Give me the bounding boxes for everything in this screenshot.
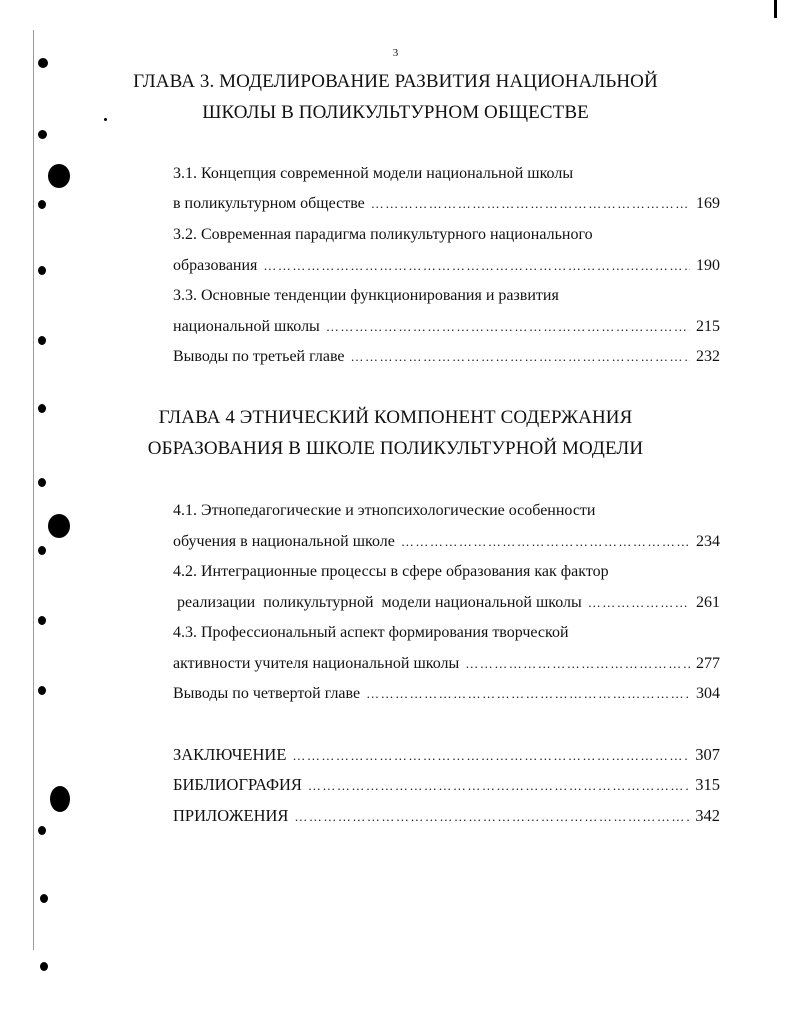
leader-dots (263, 256, 690, 276)
toc-bibliography-label: БИБЛИОГРАФИЯ (173, 775, 302, 794)
toc-4-2-page: 261 (696, 594, 720, 611)
toc-3-2-page: 190 (696, 257, 720, 274)
toc-entry-3-2[interactable] (173, 256, 720, 276)
chapter-4-title-line-1: ГЛАВА 4 ЭТНИЧЕСКИЙ КОМПОНЕНТ СОДЕРЖАНИЯ (158, 407, 633, 428)
leader-dots (294, 807, 689, 827)
leader-dots (292, 746, 689, 766)
leader-dots (326, 317, 690, 337)
toc-3-3-label: национальной школы (173, 318, 320, 335)
punch-hole (40, 894, 48, 903)
toc-4-2-line-1: 4.2. Интеграционные процессы в сфере образования как фактор (173, 563, 609, 580)
punch-hole (40, 962, 48, 971)
toc-3-1-page: 169 (696, 195, 720, 212)
toc-conclusion-page: 307 (695, 745, 720, 764)
toc-bibliography-page: 315 (695, 775, 720, 794)
punch-hole (38, 200, 46, 209)
punch-hole (48, 514, 70, 538)
punch-hole (38, 616, 46, 625)
toc-3-1-label: в поликультурном обществе (173, 195, 365, 212)
scan-corner-mark (774, 0, 777, 18)
toc-entry-4-2[interactable] (173, 593, 720, 613)
toc-entry-4-3[interactable] (173, 654, 720, 674)
punch-hole (38, 266, 46, 275)
toc-4-1-page: 234 (696, 533, 720, 550)
toc-entry-3-1[interactable] (173, 194, 720, 214)
leader-dots (465, 654, 690, 674)
toc-4-1-line-1: 4.1. Этнопедагогические и этнопсихологические особенности (173, 502, 596, 519)
toc-appendices-label: ПРИЛОЖЕНИЯ (173, 806, 289, 825)
toc-3-2-line-1: 3.2. Современная парадигма поликультурного национального (173, 226, 593, 243)
toc-entry-conclusions-4[interactable] (173, 684, 720, 704)
toc-3-3-page: 215 (696, 318, 720, 335)
toc-3-2-label: образования (173, 257, 258, 274)
punch-hole (38, 130, 47, 139)
punch-hole (50, 786, 70, 812)
toc-4-3-page: 277 (696, 655, 720, 672)
punch-hole (48, 164, 70, 188)
punch-hole (38, 546, 46, 555)
toc-4-3-label: активности учителя национальной школы (173, 655, 460, 672)
leader-dots (371, 194, 690, 214)
punch-hole (38, 478, 46, 487)
leader-dots (351, 347, 691, 367)
toc-conclusions-4-label: Выводы по четвертой главе (173, 685, 361, 702)
toc-conclusion-label: ЗАКЛЮЧЕНИЕ (173, 745, 287, 764)
scan-margin-line (33, 30, 34, 950)
toc-entry-4-1[interactable] (173, 532, 720, 552)
toc-appendices-page: 342 (695, 806, 720, 825)
toc-3-3-line-1: 3.3. Основные тенденции функционирования и развития (173, 287, 559, 304)
toc-conclusions-3-label: Выводы по третьей главе (173, 348, 345, 365)
toc-entry-appendices[interactable] (173, 806, 720, 827)
toc-4-2-label: реализации поликультурной модели национальной школы (173, 594, 582, 611)
chapter-3-title-line-2: ШКОЛЫ В ПОЛИКУЛЬТУРНОМ ОБЩЕСТВЕ (202, 102, 589, 123)
punch-hole (38, 336, 46, 345)
toc-conclusions-4-page: 304 (696, 685, 720, 702)
toc-entry-bibliography[interactable] (173, 775, 720, 796)
leader-dots (588, 593, 690, 613)
toc-entry-conclusions-3[interactable] (173, 347, 720, 367)
chapter-3-title-line-1: ГЛАВА 3. МОДЕЛИРОВАНИЕ РАЗВИТИЯ НАЦИОНАЛЬНОЙ (133, 71, 658, 92)
toc-4-3-line-1: 4.3. Профессиональный аспект формирования творческой (173, 624, 569, 641)
leader-dots (366, 684, 690, 704)
toc-3-1-line-1: 3.1. Концепция современной модели национальной школы (173, 165, 574, 182)
chapter-4-title-line-2: ОБРАЗОВАНИЯ В ШКОЛЕ ПОЛИКУЛЬТУРНОЙ МОДЕЛИ (147, 438, 644, 459)
leader-dots (401, 532, 690, 552)
toc-entry-conclusion[interactable] (173, 745, 720, 766)
punch-hole (38, 686, 46, 695)
toc-entry-3-3[interactable] (173, 317, 720, 337)
leader-dots (308, 776, 689, 796)
punch-hole (38, 826, 46, 835)
toc-conclusions-3-page: 232 (696, 348, 720, 365)
toc-4-1-label: обучения в национальной школе (173, 533, 395, 550)
page-number: 3 (392, 47, 399, 59)
